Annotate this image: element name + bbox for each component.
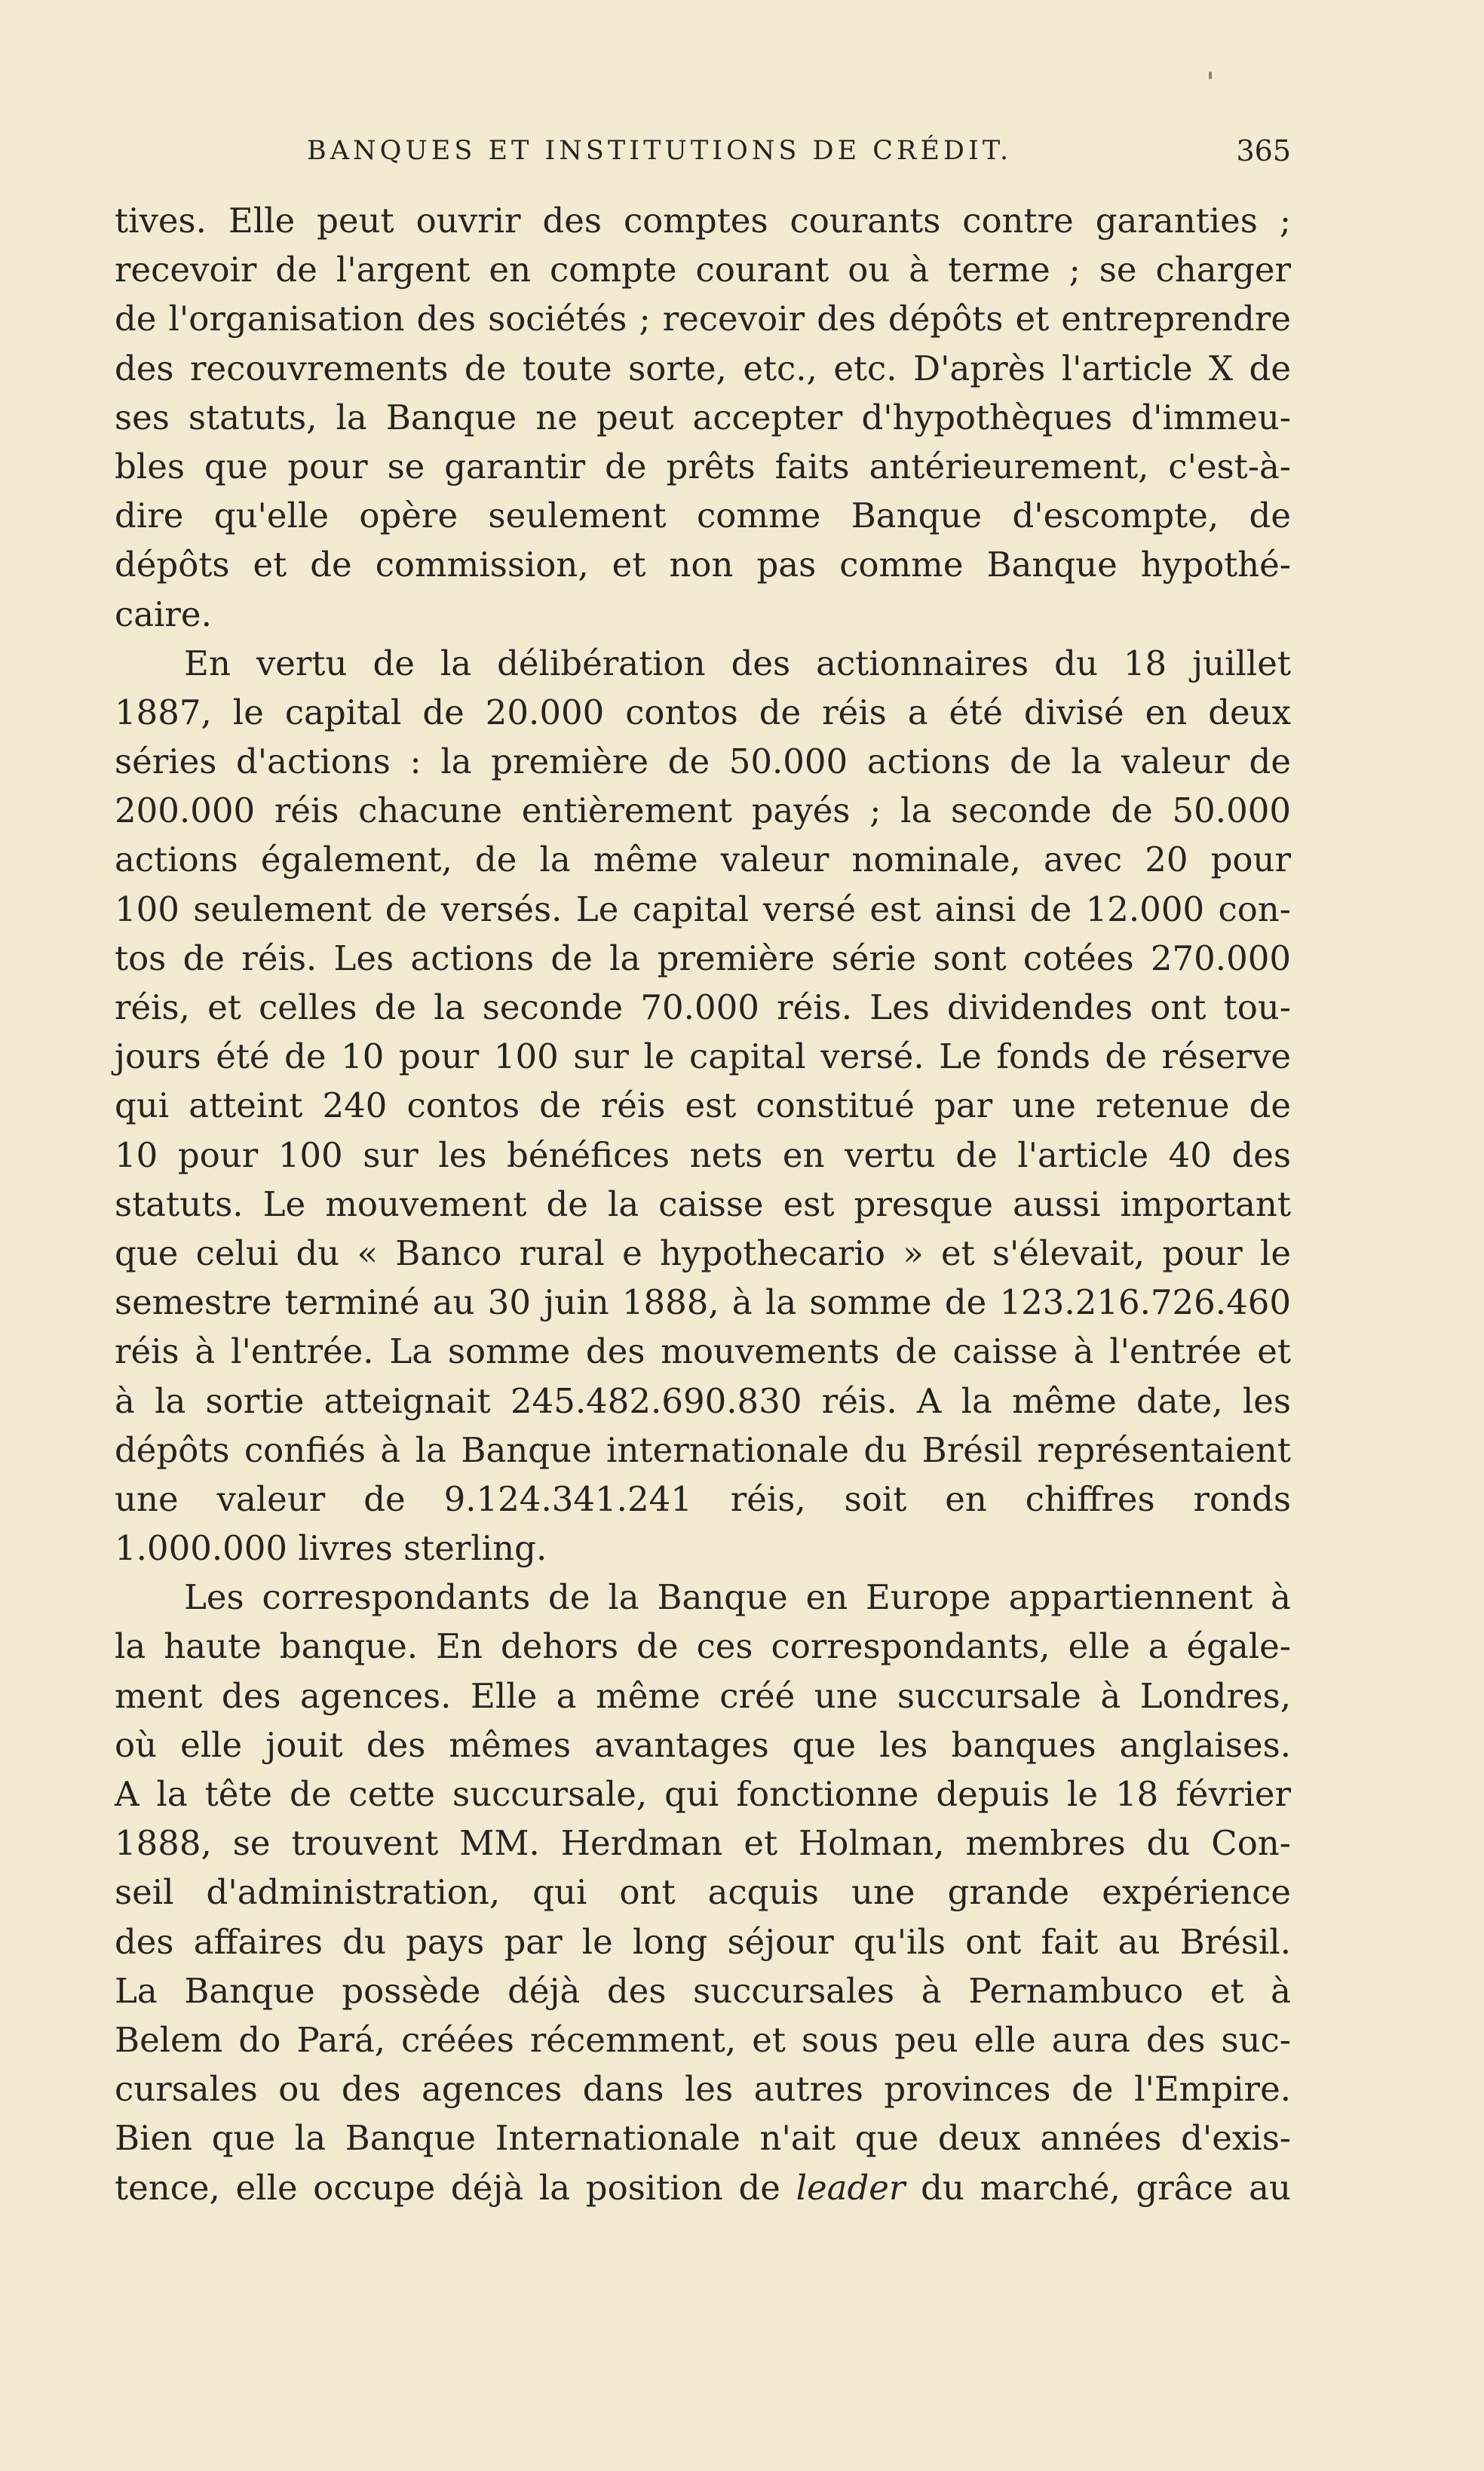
text-line: des affaires du pays par le long séjour qu'ils ont fait au Brésil. <box>115 1921 1291 1962</box>
text-line: statuts. Le mouvement de la caisse est presque aussi important <box>115 1183 1291 1224</box>
text-line: dépôts et de commission, et non pas comme Banque hypothé- <box>115 545 1291 585</box>
text-line: cursales ou des agences dans les autres provinces de l'Empire. <box>115 2069 1291 2110</box>
text-line: 1888, se trouvent MM. Herdman et Holman, membres du Con- <box>115 1823 1291 1864</box>
text-line: caire. <box>115 594 212 634</box>
text-line: 10 pour 100 sur les bénéfices nets en vertu de l'article 40 des <box>115 1134 1291 1175</box>
text-line: la haute banque. En dehors de ces correspondants, elle a égale- <box>115 1626 1291 1667</box>
text-line: tives. Elle peut ouvrir des comptes courants contre garanties ; <box>115 201 1291 241</box>
text-line: que celui du « Banco rural e hypothecario » et s'élevait, pour le <box>115 1232 1291 1273</box>
paragraph-1 <box>115 196 1291 639</box>
text-line: A la tête de cette succursale, qui fonctionne depuis le 18 février <box>115 1774 1291 1814</box>
text-line: une valeur de 9.124.341.241 réis, soit en chiffres ronds <box>115 1478 1291 1519</box>
text-line-final <box>115 2163 1291 2212</box>
text-line: semestre terminé au 30 juin 1888, à la somme de 123.216.726.460 <box>115 1282 1291 1323</box>
text-line: tos de réis. Les actions de la première série sont cotées 270.000 <box>115 938 1291 978</box>
paragraph-2 <box>115 639 1291 1573</box>
text-line: actions également, de la même valeur nominale, avec 20 pour <box>115 840 1291 880</box>
text-line: des recouvrements de toute sorte, etc., etc. D'après l'article X de <box>115 348 1291 388</box>
text-line: ment des agences. Elle a même créé une succursale à Londres, <box>115 1675 1291 1716</box>
text-line: à la sortie atteignait 245.482.690.830 réis. A la même date, les <box>115 1380 1291 1421</box>
text-line: recevoir de l'argent en compte courant ou à terme ; se charger <box>115 250 1291 290</box>
text-line: réis à l'entrée. La somme des mouvements de caisse à l'entrée et <box>115 1331 1291 1372</box>
text-line: dépôts confiés à la Banque internationale du Brésil représentaient <box>115 1429 1291 1470</box>
text-line: Belem do Pará, créées récemment, et sous peu elle aura des suc- <box>115 2019 1291 2060</box>
text-line: 200.000 réis chacune entièrement payés ; la seconde de 50.000 <box>115 790 1291 831</box>
text-line: Les correspondants de la Banque en Europe appartiennent à <box>184 1577 1291 1618</box>
print-speck <box>1209 72 1212 79</box>
text-line: de l'organisation des sociétés ; recevoir des dépôts et entreprendre <box>115 299 1291 339</box>
text-line: jours été de 10 pour 100 sur le capital versé. Le fonds de réserve <box>115 1036 1291 1077</box>
text-line: bles que pour se garantir de prêts faits antérieurement, c'est-à- <box>115 446 1291 487</box>
text-line: Bien que la Banque Internationale n'ait que deux années d'exis- <box>115 2118 1291 2159</box>
text-line: où elle jouit des mêmes avantages que les banques anglaises. <box>115 1724 1291 1765</box>
italic-word: leader <box>796 2167 906 2208</box>
text-line: 1887, le capital de 20.000 contos de réis a été divisé en deux <box>115 692 1291 732</box>
text-line: La Banque possède déjà des succursales à Pernambuco et à <box>115 1970 1291 2011</box>
running-head: BANQUES ET INSTITUTIONS DE CRÉDIT. <box>307 136 1013 166</box>
text-fragment: tence, elle occupe déjà la position de <box>115 2167 796 2208</box>
paragraph-3 <box>115 1573 1291 2212</box>
body-text <box>115 196 1291 2212</box>
text-line: En vertu de la délibération des actionnaires du 18 juillet <box>184 643 1291 683</box>
text-line: seil d'administration, qui ont acquis une grande expérience <box>115 1872 1291 1913</box>
text-line: qui atteint 240 contos de réis est constitué par une retenue de <box>115 1085 1291 1126</box>
text-line: séries d'actions : la première de 50.000 actions de la valeur de <box>115 741 1291 782</box>
page-header <box>115 130 1291 172</box>
text-line: réis, et celles de la seconde 70.000 réis. Les dividendes ont tou- <box>115 987 1291 1027</box>
page-number: 365 <box>1236 134 1291 167</box>
text-line: 100 seulement de versés. Le capital versé est ainsi de 12.000 con- <box>115 889 1291 929</box>
text-line: ses statuts, la Banque ne peut accepter d'hypothèques d'immeu- <box>115 397 1291 437</box>
text-line: 1.000.000 livres sterling. <box>115 1528 547 1569</box>
text-fragment: du marché, grâce au <box>905 2167 1291 2208</box>
text-line: dire qu'elle opère seulement comme Banque d'escompte, de <box>115 496 1291 536</box>
